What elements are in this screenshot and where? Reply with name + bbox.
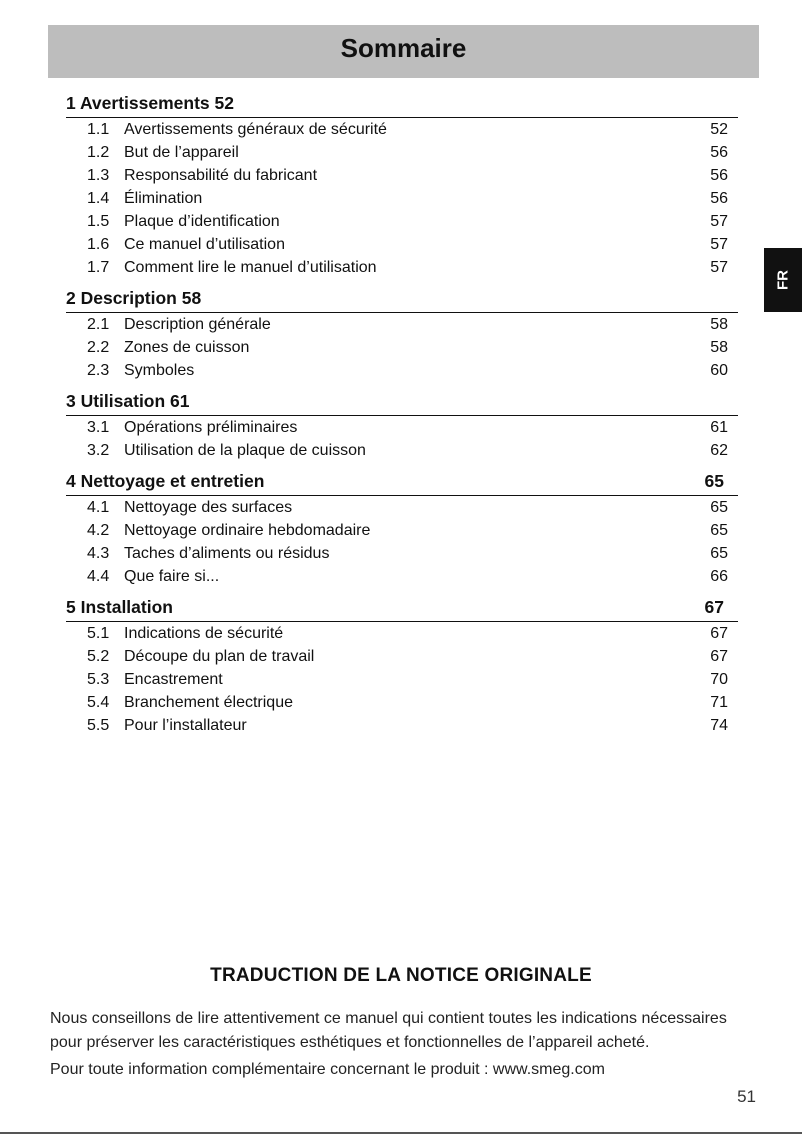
toc-entry-page: 60 xyxy=(710,362,728,379)
toc-entry-label: Pour l’installateur xyxy=(124,717,247,734)
toc-section xyxy=(66,595,738,737)
toc-entry-page: 67 xyxy=(710,648,728,665)
toc-entry-label: Avertissements généraux de sécurité xyxy=(124,121,387,138)
toc-entry-label: Nettoyage ordinaire hebdomadaire xyxy=(124,522,371,539)
toc-entry-number: 3.1 xyxy=(87,419,110,436)
toc-entry-page: 58 xyxy=(710,316,728,333)
toc-entry-label: Branchement électrique xyxy=(124,694,293,711)
toc-entry[interactable] xyxy=(66,256,738,279)
toc-entry-label: Zones de cuisson xyxy=(124,339,250,356)
toc-entry-page: 71 xyxy=(710,694,728,711)
toc-entry-number: 2.2 xyxy=(87,339,110,356)
toc-entry[interactable] xyxy=(66,565,738,588)
toc-section-heading[interactable] xyxy=(66,389,738,416)
toc-entry-label: Que faire si... xyxy=(124,568,220,585)
toc-section xyxy=(66,91,738,279)
toc-section xyxy=(66,286,738,382)
toc-entry-page: 56 xyxy=(710,190,728,207)
toc-section-title: 2 Description 58 xyxy=(66,288,202,308)
language-tab xyxy=(764,248,802,312)
toc-entry-page: 61 xyxy=(710,419,728,436)
toc-section-page: 65 xyxy=(704,471,724,491)
toc-entry-number: 5.5 xyxy=(87,717,110,734)
toc-section-title: 1 Avertissements 52 xyxy=(66,93,234,113)
toc-entry-number: 1.7 xyxy=(87,259,110,276)
toc-entry-number: 2.1 xyxy=(87,316,110,333)
toc-entry-number: 4.4 xyxy=(87,568,110,585)
toc-entry-page: 57 xyxy=(710,259,728,276)
toc-entry-page: 65 xyxy=(710,545,728,562)
toc-entry[interactable] xyxy=(66,691,738,714)
intro-website-line: Pour toute information complémentaire concernant le produit : www.smeg.com xyxy=(50,1061,605,1078)
toc-entry[interactable] xyxy=(66,439,738,462)
toc-entry-label: Taches d’aliments ou résidus xyxy=(124,545,330,562)
toc-entry-number: 2.3 xyxy=(87,362,110,379)
toc-entry[interactable] xyxy=(66,714,738,737)
page-title: Sommaire xyxy=(340,33,467,63)
toc-entry-label: Comment lire le manuel d’utilisation xyxy=(124,259,377,276)
toc-entry[interactable] xyxy=(66,141,738,164)
header-bar xyxy=(48,25,759,78)
toc-entry-number: 4.3 xyxy=(87,545,110,562)
toc-entry-number: 3.2 xyxy=(87,442,110,459)
toc-section-heading[interactable] xyxy=(66,91,738,118)
toc-entry-page: 56 xyxy=(710,144,728,161)
page-number: 51 xyxy=(737,1087,756,1106)
toc-entry-page: 57 xyxy=(710,213,728,230)
toc-section-heading[interactable] xyxy=(66,595,738,622)
toc-entry-page: 65 xyxy=(710,522,728,539)
toc-entry-page: 70 xyxy=(710,671,728,688)
toc-entry-label: Description générale xyxy=(124,316,271,333)
toc-entry[interactable] xyxy=(66,210,738,233)
table-of-contents xyxy=(66,91,738,744)
toc-entry-label: Symboles xyxy=(124,362,195,379)
toc-entry-label: Encastrement xyxy=(124,671,223,688)
toc-entry[interactable] xyxy=(66,519,738,542)
bottom-rule xyxy=(0,1132,802,1134)
toc-entry-label: Élimination xyxy=(124,190,203,207)
toc-entry[interactable] xyxy=(66,496,738,519)
toc-section-heading[interactable] xyxy=(66,286,738,313)
toc-entry-label: Responsabilité du fabricant xyxy=(124,167,318,184)
toc-entry-label: Nettoyage des surfaces xyxy=(124,499,293,516)
toc-entry-number: 5.2 xyxy=(87,648,110,665)
toc-entry[interactable] xyxy=(66,542,738,565)
toc-entry-page: 74 xyxy=(710,717,728,734)
toc-entry[interactable] xyxy=(66,622,738,645)
toc-entry[interactable] xyxy=(66,164,738,187)
toc-entry-page: 65 xyxy=(710,499,728,516)
toc-entry-label: Indications de sécurité xyxy=(124,625,284,642)
toc-entry-number: 1.4 xyxy=(87,190,110,207)
toc-entry-page: 58 xyxy=(710,339,728,356)
toc-entry[interactable] xyxy=(66,416,738,439)
toc-section-title: 3 Utilisation 61 xyxy=(66,391,190,411)
toc-entry[interactable] xyxy=(66,645,738,668)
language-tab-label: FR xyxy=(774,270,792,290)
toc-entry[interactable] xyxy=(66,313,738,336)
toc-section xyxy=(66,389,738,462)
toc-entry-number: 4.2 xyxy=(87,522,110,539)
toc-entry[interactable] xyxy=(66,187,738,210)
toc-entry-number: 4.1 xyxy=(87,499,110,516)
toc-entry-label: Plaque d’identification xyxy=(124,213,280,230)
translation-title: TRADUCTION DE LA NOTICE ORIGINALE xyxy=(210,965,592,986)
toc-section-title: 4 Nettoyage et entretien xyxy=(66,471,265,491)
toc-section xyxy=(66,469,738,588)
toc-section-heading[interactable] xyxy=(66,469,738,496)
intro-text xyxy=(50,1007,760,1082)
toc-entry-page: 66 xyxy=(710,568,728,585)
toc-entry-number: 5.3 xyxy=(87,671,110,688)
toc-entry-page: 67 xyxy=(710,625,728,642)
toc-entry-number: 5.1 xyxy=(87,625,110,642)
toc-entry[interactable] xyxy=(66,233,738,256)
toc-entry[interactable] xyxy=(66,668,738,691)
toc-entry-label: But de l’appareil xyxy=(124,144,239,161)
toc-entry-number: 1.3 xyxy=(87,167,110,184)
toc-entry[interactable] xyxy=(66,359,738,382)
toc-entry-page: 57 xyxy=(710,236,728,253)
toc-entry[interactable] xyxy=(66,118,738,141)
toc-entry-label: Utilisation de la plaque de cuisson xyxy=(124,442,366,459)
toc-entry-page: 52 xyxy=(710,121,728,138)
toc-entry-label: Opérations préliminaires xyxy=(124,419,298,436)
toc-entry[interactable] xyxy=(66,336,738,359)
toc-section-title: 5 Installation xyxy=(66,597,173,617)
toc-entry-label: Découpe du plan de travail xyxy=(124,648,315,665)
toc-entry-number: 1.2 xyxy=(87,144,110,161)
toc-entry-number: 1.1 xyxy=(87,121,110,138)
toc-entry-label: Ce manuel d’utilisation xyxy=(124,236,285,253)
toc-entry-page: 56 xyxy=(710,167,728,184)
intro-paragraph: Nous conseillons de lire attentivement ce manuel qui contient toutes les indications nécessaires pour préserver les caractéristiques esthétiques et fonctionnelles de l’appareil acheté. xyxy=(50,1010,727,1051)
toc-entry-number: 5.4 xyxy=(87,694,110,711)
toc-entry-number: 1.6 xyxy=(87,236,110,253)
toc-section-page: 67 xyxy=(704,597,724,617)
toc-entry-page: 62 xyxy=(710,442,728,459)
toc-entry-number: 1.5 xyxy=(87,213,110,230)
